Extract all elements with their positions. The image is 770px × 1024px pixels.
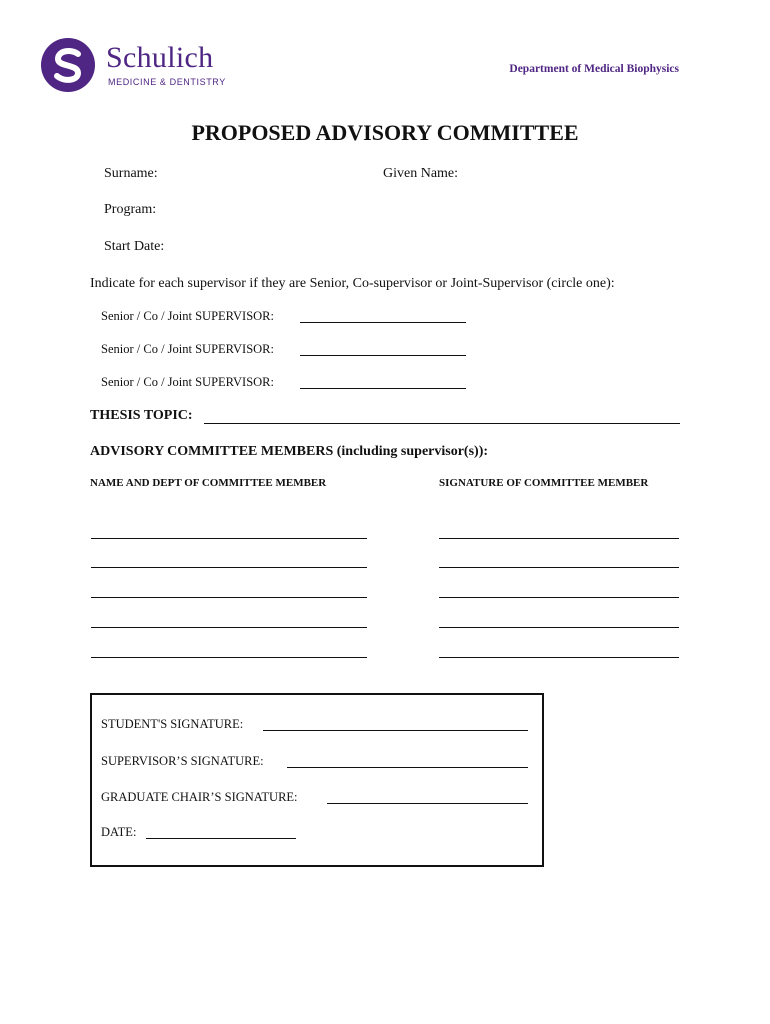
committee-signature-line-3[interactable] xyxy=(439,597,679,598)
supervisor-instruction: Indicate for each supervisor if they are Senior, Co-supervisor or Joint-Supervisor (circle one): xyxy=(90,276,615,291)
committee-signature-line-5[interactable] xyxy=(439,657,679,658)
committee-signature-column-header: SIGNATURE OF COMMITTEE MEMBER xyxy=(439,477,649,489)
schulich-logo-icon xyxy=(40,37,96,93)
logo-name: Schulich xyxy=(106,41,214,74)
committee-name-line-3[interactable] xyxy=(91,597,367,598)
committee-signature-line-4[interactable] xyxy=(439,627,679,628)
supervisor-line-1[interactable] xyxy=(300,322,466,323)
program-label: Program: xyxy=(104,202,157,217)
committee-heading: ADVISORY COMMITTEE MEMBERS (including supervisor(s)): xyxy=(90,444,489,459)
supervisor-label-1: Senior / Co / Joint SUPERVISOR: xyxy=(101,309,274,323)
supervisor-signature-line[interactable] xyxy=(287,767,528,768)
committee-name-line-5[interactable] xyxy=(91,657,367,658)
committee-name-column-header: NAME AND DEPT OF COMMITTEE MEMBER xyxy=(90,477,327,489)
committee-name-line-4[interactable] xyxy=(91,627,367,628)
thesis-topic-line[interactable] xyxy=(204,423,680,424)
logo-subtitle: MEDICINE & DENTISTRY xyxy=(108,77,226,87)
page-title: PROPOSED ADVISORY COMMITTEE xyxy=(191,120,579,145)
thesis-topic-label: THESIS TOPIC: xyxy=(90,408,193,423)
supervisor-signature-label: SUPERVISOR’S SIGNATURE: xyxy=(101,754,264,768)
committee-signature-line-1[interactable] xyxy=(439,538,679,539)
graduate-chair-signature-line[interactable] xyxy=(327,803,528,804)
start-date-label: Start Date: xyxy=(104,239,165,254)
supervisor-line-3[interactable] xyxy=(300,388,466,389)
date-line[interactable] xyxy=(146,838,296,839)
committee-signature-line-2[interactable] xyxy=(439,567,679,568)
committee-name-line-2[interactable] xyxy=(91,567,367,568)
given-name-label: Given Name: xyxy=(383,166,459,181)
committee-name-line-1[interactable] xyxy=(91,538,367,539)
student-signature-line[interactable] xyxy=(263,730,528,731)
date-label: DATE: xyxy=(101,825,137,839)
student-signature-label: STUDENT'S SIGNATURE: xyxy=(101,717,244,731)
department-name: Department of Medical Biophysics xyxy=(509,63,679,75)
surname-label: Surname: xyxy=(104,166,158,181)
graduate-chair-signature-label: GRADUATE CHAIR’S SIGNATURE: xyxy=(101,790,298,804)
supervisor-label-2: Senior / Co / Joint SUPERVISOR: xyxy=(101,342,274,356)
supervisor-label-3: Senior / Co / Joint SUPERVISOR: xyxy=(101,375,274,389)
supervisor-line-2[interactable] xyxy=(300,355,466,356)
